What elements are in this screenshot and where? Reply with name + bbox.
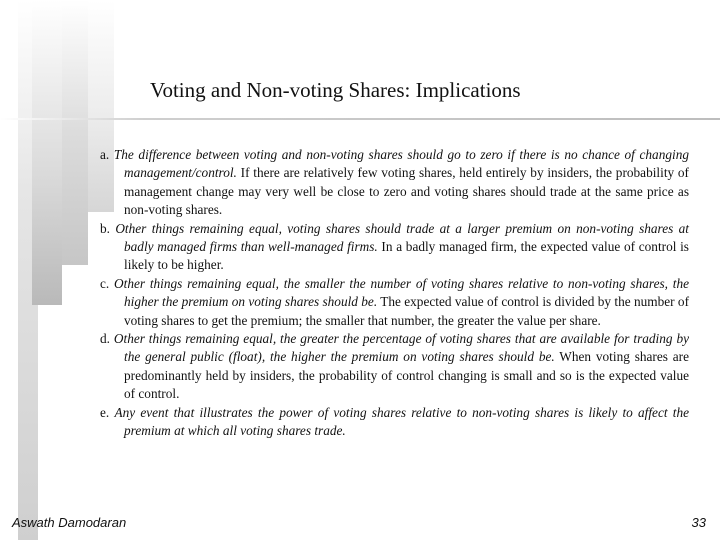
item-marker: b. [100, 220, 110, 236]
slide-body [97, 146, 689, 441]
item-text: In a badly managed firm, the expected value of control is likely to be higher. [124, 239, 689, 273]
item-emphasis: Any event that illustrates the power of voting shares relative to non-voting shares is likely to affect the premium at which all voting shares trade. [114, 404, 690, 439]
item-emphasis: Other things remaining equal, the smaller the number of voting shares relative to non-voting shares, the higher the premium on voting shares should be. [114, 275, 690, 310]
item-text: When voting shares are predominantly held by insiders, the probability of control changing is small and so is the expected value of control. [124, 349, 689, 402]
page-number: 33 [691, 515, 706, 530]
decorative-bar [32, 0, 62, 305]
item-text: If there are relatively few voting shares, held entirely by insiders, the probability of management change may very well be close to zero and voting shares should trade at the same price as non-voting shares. [124, 165, 689, 218]
footer-author: Aswath Damodaran [12, 515, 127, 530]
list-item [97, 330, 689, 404]
list-item [97, 275, 689, 330]
item-marker: c. [100, 275, 110, 291]
item-emphasis: Other things remaining equal, the greater the percentage of voting shares that are available for trading by the general public (float), the higher the premium on voting shares should be. [113, 331, 689, 365]
item-emphasis: The difference between voting and non-voting shares should go to zero if there is no chance of changing management/control. [113, 147, 689, 181]
decorative-bar [62, 0, 88, 265]
slide-title: Voting and Non-voting Shares: Implications [150, 78, 521, 102]
item-emphasis: Other things remaining equal, voting shares should trade at a larger premium on non-voting shares at badly managed firms than well-managed firms. [115, 220, 689, 255]
item-marker: a. [100, 147, 110, 162]
list-item [97, 220, 689, 275]
title-divider [0, 118, 720, 120]
item-marker: d. [100, 331, 110, 347]
item-marker: e. [100, 404, 110, 420]
item-text: The expected value of control is divided by the number of voting shares to get the premium; the smaller that number, the greater the value per share. [124, 294, 689, 328]
list-item [97, 404, 689, 441]
list-item [97, 146, 689, 220]
